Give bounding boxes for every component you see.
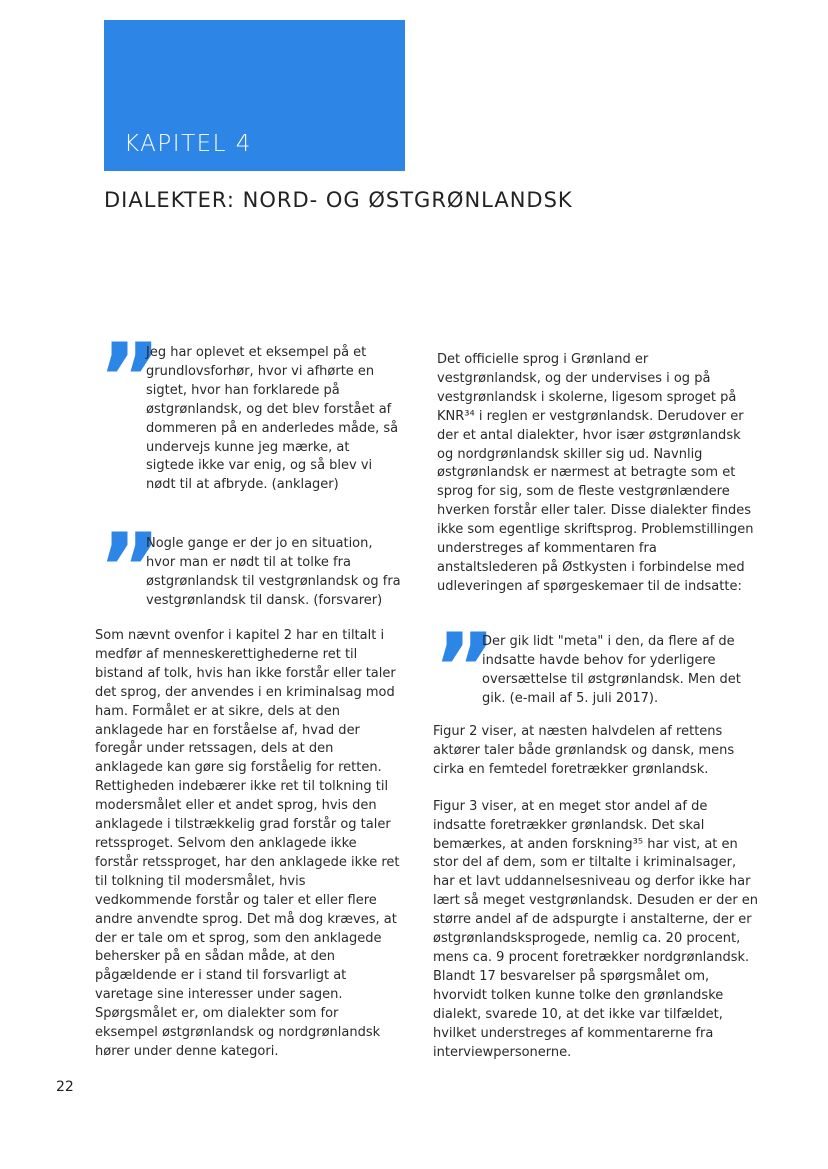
right-intro-paragraph: Det officielle sprog i Grønland er vestgrønlandsk, og der undervises i og på vestgrønlandsk i skolerne, ligesom sproget på KNR³⁴ i reglen er vestgrønlandsk. Derudover er der et antal dialekter, hvor især østgrønlandsk og nordgrønlandsk skiller sig ud. Navnlig østgrønlandsk er nærmest at betragte som et sprog for sig, som de fleste vestgrønlændere hverken forstår eller taler. Disse dialekter findes ikke som egentlige skriftsprog. Problemstillingen understreges af kommentaren fra anstaltslederen på Østkysten i forbindelse med udleveringen af spørgeskemaer til de indsatte: (437, 352, 754, 594)
quote-3 (482, 633, 754, 709)
quote-1-text: Jeg har oplevet et eksempel på et grundlovsforhør, hvor vi afhørte en sigtet, hvor han forklarede på østgrønlandsk, og det blev forstået af dommeren på en anderledes måde, så undervejs kunne jeg mærke, at sigtede ikke var enig, og så blev vi nødt til at afbryde. (anklager) (146, 345, 399, 493)
quote-3-text: Der gik lidt "meta" i den, da flere af de indsatte havde behov for yderligere oversættelse til østgrønlandsk. Men det gik. (e-mail af 5. juli 2017). (482, 634, 741, 706)
fig3-paragraph: Figur 3 viser, at en meget stor andel af de indsatte foretrækker grønlandsk. Det skal bemærkes, at anden forskning³⁵ har vist, at en stor del af dem, som er tiltalte i kriminalsager, har et lavt uddannelsesniveau og derfor ikke har lært så meget vestgrønlandsk. Desuden er der en større andel af de adspurgte i anstalterne, der er østgrønlandsksprogede, nemlig ca. 20 procent, mens ca. 9 procent foretrækker nordgrønlandsk. Blandt 17 besvarelser på spørgsmålet om, hvorvidt tolken kunne tolke den grønlandske dialekt, svarede 10, at det ikke var tilfældet, hvilket understreges af kommentarerne fra interviewpersonerne. (433, 798, 759, 1060)
chapter-title: DIALEKTER: NORD- OG ØSTGRØNLANDSK (104, 188, 573, 212)
fig2-paragraph: Figur 2 viser, at næsten halvdelen af rettens aktører taler både grønlandsk og dansk, mens cirka en femtedel foretrækker grønlandsk. (433, 724, 735, 777)
quote-mark-icon: ” (98, 323, 154, 435)
chapter-label: KAPITEL 4 (124, 131, 252, 157)
quote-mark-icon: ” (98, 513, 154, 625)
quote-2 (146, 535, 401, 611)
chapter-banner (104, 20, 405, 171)
right-body (433, 723, 759, 1062)
quote-2-text: Nogle gange er der jo en situation, hvor man er nødt til at tolke fra østgrønlandsk til vestgrønlandsk og fra vestgrønlandsk til dansk. (forsvarer) (146, 536, 401, 608)
quote-mark-icon: ” (433, 613, 489, 725)
page-number: 22 (56, 1079, 74, 1095)
right-intro (437, 351, 755, 597)
left-body-paragraph: Som nævnt ovenfor i kapitel 2 har en tiltalt i medfør af menneskerettighederne ret til bistand af tolk, hvis han ikke forstår eller taler det sprog, der anvendes i en kriminalsag mod ham. Formålet er at sikre, dels at den anklagede har en forståelse af, hvad der foregår under retssagen, dels at den anklagede kan gøre sig forståelig for retten. Rettigheden indebærer ikke ret til tolkning til modersmålet eller et andet sprog, hvis den anklagede i tilstrækkelig grad forstår og taler retssproget. Selvom den anklagede ikke forstår retssproget, har den anklagede ikke ret til tolkning til modersmålet, hvis vedkommende forstår og taler et eller flere andre anvendte sprog. Det må dog kræves, at der er tale om et sprog, som den anklagede behersker på en sådan måde, at den pågældende er i stand til forsvarligt at varetage sine interesser under sagen. Spørgsmålet er, om dialekter som for eksempel østgrønlandsk og nordgrønlandsk hører under denne kategori. (95, 628, 400, 1059)
quote-1 (146, 344, 401, 495)
left-body (95, 627, 401, 1062)
